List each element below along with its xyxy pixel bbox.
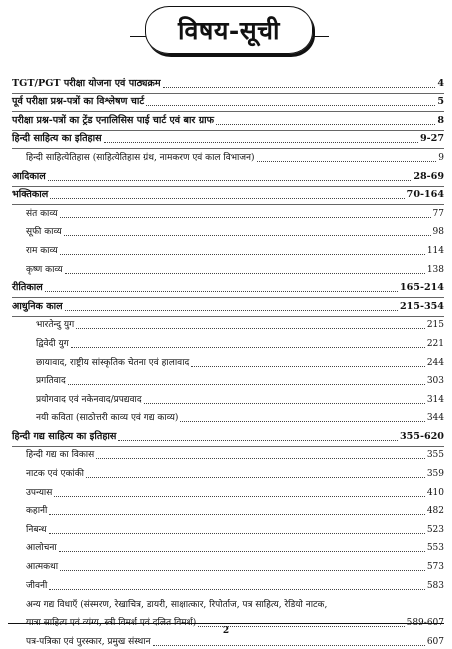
dot-leader	[65, 310, 398, 311]
toc-entry-page: 98	[432, 227, 444, 238]
toc-entry-page: 355	[426, 450, 444, 461]
toc-entry-page: 221	[426, 338, 444, 349]
toc-entry-page: 5	[437, 96, 444, 108]
toc-entry-page: 359	[426, 469, 444, 480]
toc-entry-label: द्विवेदी युग	[36, 338, 69, 349]
dot-leader	[60, 217, 431, 218]
toc-entry-page: 410	[426, 487, 444, 498]
toc-entry	[12, 444, 444, 463]
title-rule-right	[313, 36, 329, 37]
toc-entry-label: हिन्दी गद्य का विकास	[26, 450, 95, 461]
dot-leader	[191, 366, 425, 367]
dot-leader	[60, 570, 425, 571]
toc-entry	[12, 295, 444, 314]
dot-leader	[104, 142, 418, 143]
toc-entry	[12, 518, 444, 537]
dot-leader	[146, 105, 435, 106]
toc-entry	[12, 388, 444, 407]
dot-leader	[96, 458, 425, 459]
dot-leader	[49, 533, 425, 534]
toc-entry-label: सूफी काव्य	[26, 227, 62, 238]
toc-entry-page: 138	[426, 264, 444, 275]
toc-entry-page: 573	[426, 562, 444, 573]
toc-entry-page: 314	[426, 394, 444, 405]
toc-entry-label: अन्य गद्य विधाएँ (संस्मरण, रेखाचित्र, डायरी, साक्षात्कार, रिपोर्ताज, पत्र साहित्य, रेडियो नाटक,	[26, 599, 328, 610]
toc-entry-label: राम काव्य	[26, 245, 58, 256]
dot-leader	[59, 551, 425, 552]
toc-entry-label: भक्तिकाल	[12, 189, 49, 201]
toc-entry-page: 165-214	[399, 282, 444, 294]
dot-leader	[257, 161, 437, 162]
toc-entry-page: 9-27	[419, 133, 444, 145]
toc-entry-label: प्रयोगवाद एवं नकेनवाद/प्रपद्यवाद	[36, 394, 142, 405]
toc-entry	[12, 109, 444, 128]
dot-leader	[64, 235, 431, 236]
toc-entry	[12, 332, 444, 351]
toc-entry	[12, 128, 444, 147]
toc-entry	[12, 221, 444, 240]
toc-entry-label: आधुनिक काल	[12, 300, 63, 312]
toc-entry-page: 77	[432, 208, 444, 219]
toc-entry-label: आदिकाल	[12, 170, 46, 182]
dot-leader	[65, 273, 425, 274]
toc-entry-label: संत काव्य	[26, 208, 58, 219]
toc-entry	[12, 500, 444, 519]
dot-leader	[163, 87, 436, 88]
dot-leader	[54, 496, 424, 497]
title-badge	[145, 6, 313, 54]
toc-entry-page: 4	[437, 77, 444, 89]
toc-entry-page: 244	[426, 357, 444, 368]
toc-entry	[12, 462, 444, 481]
toc-entry-label: छायावाद, राष्ट्रीय सांस्कृतिक चेतना एवं हालावाद	[36, 357, 190, 368]
dot-leader	[48, 180, 412, 181]
toc-entry-label: जीवनी	[26, 580, 48, 591]
dot-leader	[76, 328, 425, 329]
toc-entry-page: 9	[438, 152, 444, 163]
dot-leader	[118, 440, 398, 441]
toc-entry-page: 553	[426, 543, 444, 554]
dot-leader	[153, 645, 425, 646]
dot-leader	[180, 421, 424, 422]
toc-entry-page: 355-620	[399, 430, 444, 442]
toc-entry-page: 523	[426, 524, 444, 535]
toc-entry	[12, 537, 444, 556]
toc-entry-label: नाटक एवं एकांकी	[26, 469, 84, 480]
toc-entry-label: हिन्दी साहित्य का इतिहास	[12, 133, 102, 145]
toc-entry-label: पत्र-पत्रिका एवं पुरस्कार, प्रमुख संस्थान	[26, 636, 151, 647]
title-rule-left	[130, 36, 146, 37]
dot-leader	[49, 589, 424, 590]
dot-leader	[216, 124, 435, 125]
toc-entry-label: उपन्यास	[26, 487, 53, 498]
toc-entry-label: आत्मकथा	[26, 562, 59, 573]
dot-leader	[49, 514, 424, 515]
toc-entry-label: हिन्दी गद्य साहित्य का इतिहास	[12, 430, 117, 442]
toc-entry-page: 70-164	[406, 189, 444, 201]
dot-leader	[144, 403, 425, 404]
toc-entry	[12, 351, 444, 370]
toc-entry-page: 215-354	[399, 300, 444, 312]
toc-entry	[12, 481, 444, 500]
toc-entry-label: हिन्दी साहित्येतिहास (साहित्येतिहास ग्रंथ, नामकरण एवं काल विभाजन)	[26, 152, 255, 163]
toc-entry-page: 589-607	[406, 618, 444, 629]
toc-entry	[12, 146, 444, 165]
dot-leader	[50, 198, 404, 199]
toc-entry	[12, 425, 444, 444]
toc-entry	[12, 574, 444, 593]
toc-entry-page: 114	[426, 245, 444, 256]
toc-entry	[12, 593, 444, 612]
footer-rule	[8, 623, 444, 624]
toc-entry	[12, 202, 444, 221]
toc-entry	[12, 165, 444, 184]
toc-entry-label: आलोचना	[26, 543, 57, 554]
toc-entry	[12, 407, 444, 426]
page-title: विषय-सूची	[178, 16, 280, 45]
dot-leader	[86, 477, 425, 478]
toc-entry-label: नयी कविता (साठोत्तरी काव्य एवं गद्य काव्य)	[36, 413, 179, 424]
dot-leader	[68, 384, 425, 385]
toc-entry-page: 28-69	[413, 170, 444, 182]
table-of-contents	[12, 72, 444, 649]
toc-entry	[12, 277, 444, 296]
toc-entry	[12, 91, 444, 110]
toc-entry	[12, 72, 444, 91]
toc-entry-label: पूर्व परीक्षा प्रश्न-पत्रों का विश्लेषण चार्ट	[12, 96, 145, 108]
toc-entry-label: परीक्षा प्रश्न-पत्रों का ट्रेंड एनालिसिस पाई चार्ट एवं बार ग्राफ	[12, 114, 214, 126]
dot-leader	[45, 291, 398, 292]
toc-entry-label: निबन्ध	[26, 524, 47, 535]
toc-entry-page: 583	[426, 580, 444, 591]
toc-entry	[12, 258, 444, 277]
toc-entry-page: 8	[437, 114, 444, 126]
toc-entry-label: भारतेन्दु युग	[36, 320, 75, 331]
page-number: 2	[222, 626, 230, 636]
toc-entry-label: रीतिकाल	[12, 282, 43, 294]
toc-entry-page: 482	[426, 506, 444, 517]
toc-entry	[12, 184, 444, 203]
toc-entry-label: प्रगतिवाद	[36, 376, 66, 387]
toc-entry-label: TGT/PGT परीक्षा योजना एवं पाठ्यक्रम	[12, 77, 161, 89]
toc-entry-page: 607	[426, 636, 444, 647]
toc-entry-page: 344	[426, 413, 444, 424]
dot-leader	[71, 347, 425, 348]
toc-entry	[12, 314, 444, 333]
dot-leader	[60, 254, 425, 255]
toc-entry	[12, 555, 444, 574]
toc-entry-page: 303	[426, 376, 444, 387]
toc-entry	[12, 370, 444, 389]
toc-entry-page: 215	[426, 320, 444, 331]
toc-entry-label: कृष्ण काव्य	[26, 264, 63, 275]
toc-entry	[12, 239, 444, 258]
toc-entry-label: यात्रा साहित्य एवं व्यंग्य, स्त्री विमर्श एवं दलित विमर्श)	[26, 618, 197, 629]
toc-entry-label: कहानी	[26, 506, 48, 517]
